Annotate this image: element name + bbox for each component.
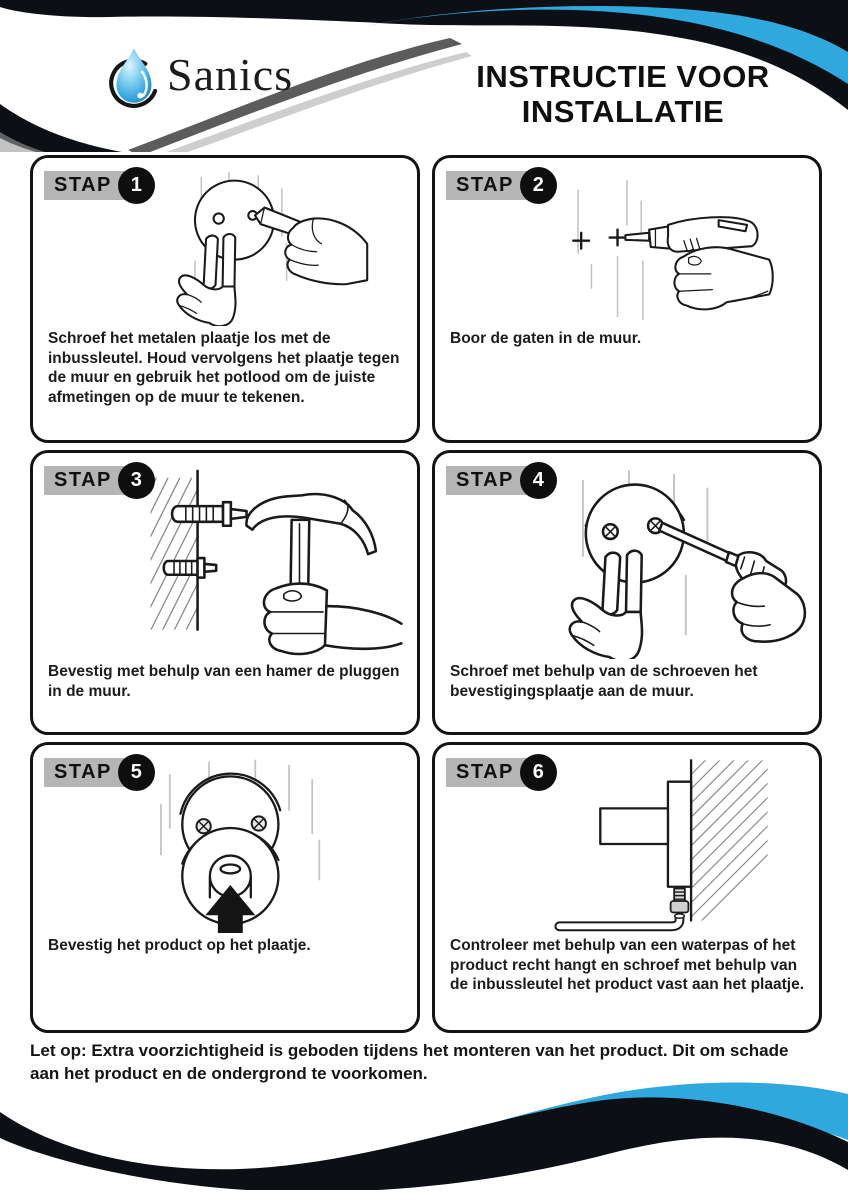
step-label: STAP <box>446 171 550 200</box>
step-panel-1 <box>30 155 420 443</box>
step-label: STAP <box>44 171 148 200</box>
footer-note: Let op: Extra voorzichtigheid is geboden tijdens het monteren van het product. Dit om schade aan het product en de ondergrond te voorkomen. <box>30 1041 789 1083</box>
step-number-badge: 1 <box>118 167 155 204</box>
step-number-badge: 6 <box>520 754 557 791</box>
step-badge <box>446 462 557 499</box>
step-badge <box>446 754 557 791</box>
brand-name: Sanics <box>167 48 294 100</box>
step-panel-4 <box>432 450 822 735</box>
header-left-black-curl <box>0 104 205 152</box>
page-title-line2: INSTALLATIE <box>521 93 725 129</box>
step-text: Bevestig het product op het plaatje. <box>48 937 311 954</box>
step-text: Controleer met behulp van een waterpas of het product recht hangt en schroef met behulp van de inbussleutel het product vast aan het plaatje. <box>450 937 804 994</box>
step-badge <box>44 754 155 791</box>
header <box>0 0 848 152</box>
step-panel-6 <box>432 742 822 1033</box>
step-text: Boor de gaten in de muur. <box>450 330 642 347</box>
step-text: Schroef het metalen plaatje los met de inbussleutel. Houd vervolgens het plaatje tegen de muur en gebruik het potlood om de juiste afmetingen op de muur te tekenen. <box>48 330 400 407</box>
step-badge <box>446 167 557 204</box>
step-number-badge: 4 <box>520 462 557 499</box>
step-number-badge: 3 <box>118 462 155 499</box>
step-number-badge: 5 <box>118 754 155 791</box>
step-text: Bevestig met behulp van een hamer de pluggen in de muur. <box>48 663 400 700</box>
step-label: STAP <box>44 758 148 787</box>
step-panel-5 <box>30 742 420 1033</box>
step-badge <box>44 462 155 499</box>
step-panel-2 <box>432 155 822 443</box>
page-title <box>418 60 828 129</box>
step-number-badge: 2 <box>520 167 557 204</box>
step-text: Schroef met behulp van de schroeven het bevestigingsplaatje aan de muur. <box>450 663 758 700</box>
step-panel-3 <box>30 450 420 735</box>
brand-logo <box>106 38 293 110</box>
bottom-black-wave <box>0 1097 848 1190</box>
step-label: STAP <box>446 466 550 495</box>
steps-grid <box>30 155 822 1033</box>
water-drop-icon <box>106 38 162 110</box>
step-label: STAP <box>446 758 550 787</box>
step-label: STAP <box>44 466 148 495</box>
bottom-wave-decoration <box>0 1078 848 1190</box>
step-badge <box>44 167 155 204</box>
page-title-line1: INSTRUCTIE VOOR <box>476 59 770 94</box>
